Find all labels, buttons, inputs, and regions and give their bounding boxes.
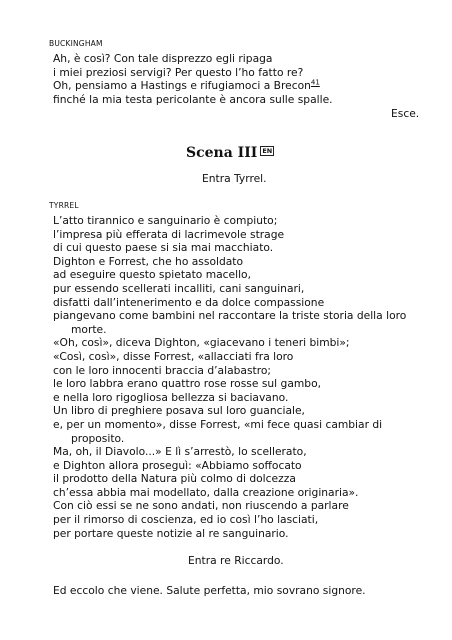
scene-title-text: Scena III xyxy=(186,145,258,161)
verse-line: Un libro di preghiere posava sul loro guanciale, xyxy=(53,404,305,418)
stage-direction-entrance-king: Entra re Riccardo. xyxy=(188,554,284,567)
verse-line: con le loro innocenti braccia d’alabastro; xyxy=(53,363,272,377)
scene-title xyxy=(186,145,274,161)
verse-line xyxy=(53,79,333,93)
verse-line: i miei preziosi servigi? Per questo l’ho fatto re? xyxy=(53,65,304,79)
verse-line: piangevano come bambini nel raccontare la triste storia della loro xyxy=(53,309,407,323)
tyrrel-speech xyxy=(53,214,406,540)
verse-line: per portare queste notizie al re sanguinario. xyxy=(53,526,289,540)
verse-line: ch’essa abbia mai modellato, dalla creazione originaria». xyxy=(53,485,359,499)
speaker-tyrrel: TYRREL xyxy=(49,201,79,210)
verse-line: Con ciò essi se ne sono andati, non riuscendo a parlare xyxy=(53,499,349,513)
verse-line: Ah, è così? Con tale disprezzo egli ripaga xyxy=(53,52,273,65)
verse-line: disfatti dall’intenerimento e da dolce compassione xyxy=(53,295,325,309)
verse-line: «Così, così», disse Forrest, «allacciati fra loro xyxy=(53,349,294,363)
verse-line: e, per un momento», disse Forrest, «mi fece quasi cambiar di xyxy=(53,417,383,431)
stage-direction-entrance: Entra Tyrrel. xyxy=(202,172,267,185)
verse-line: L’atto tirannico e sanguinario è compiuto; xyxy=(53,214,278,227)
language-toggle-button[interactable]: EN xyxy=(262,147,273,155)
verse-line: l’impresa più efferata di lacrimevole strage xyxy=(53,227,285,241)
verse-line: e nella loro rigogliosa bellezza si baciavano. xyxy=(53,390,289,404)
verse-line: pur essendo scellerati incalliti, cani sanguinari, xyxy=(53,281,305,295)
verse-line: Ma, oh, il Diavolo...» E lì s’arrestò, lo scellerato, xyxy=(53,445,307,459)
verse-line: ad eseguire questo spietato macello, xyxy=(53,268,251,282)
verse-line: «Oh, così», diceva Dighton, «giacevano i teneri bimbi»; xyxy=(53,336,350,350)
verse-line: finché la mia testa pericolante è ancora sulle spalle. xyxy=(53,92,333,106)
footnote-link[interactable]: 41 xyxy=(310,78,320,87)
verse-line: e Dighton allora proseguì: «Abbiamo soffocato xyxy=(53,458,302,472)
final-line: Ed eccolo che viene. Salute perfetta, mio sovrano signore. xyxy=(53,584,366,597)
verse-line: le loro labbra erano quattro rose rosse sul gambo, xyxy=(53,377,322,391)
buckingham-speech xyxy=(53,52,333,106)
verse-line-text: Oh, pensiamo a Hastings e rifugiamoci a Brecon xyxy=(53,79,311,93)
stage-direction-exit: Esce. xyxy=(391,107,420,120)
verse-line: il prodotto della Natura più colmo di dolcezza xyxy=(53,472,296,486)
speaker-buckingham: BUCKINGHAM xyxy=(49,39,103,48)
verse-line: per il rimorso di coscienza, ed io così l’ho lasciati, xyxy=(53,513,319,527)
verse-line: morte. xyxy=(71,322,107,336)
verse-line: di cui questo paese si sia mai macchiato. xyxy=(53,241,274,255)
verse-line: proposito. xyxy=(71,431,125,445)
verse-line: Dighton e Forrest, che ho assoldato xyxy=(53,254,244,268)
